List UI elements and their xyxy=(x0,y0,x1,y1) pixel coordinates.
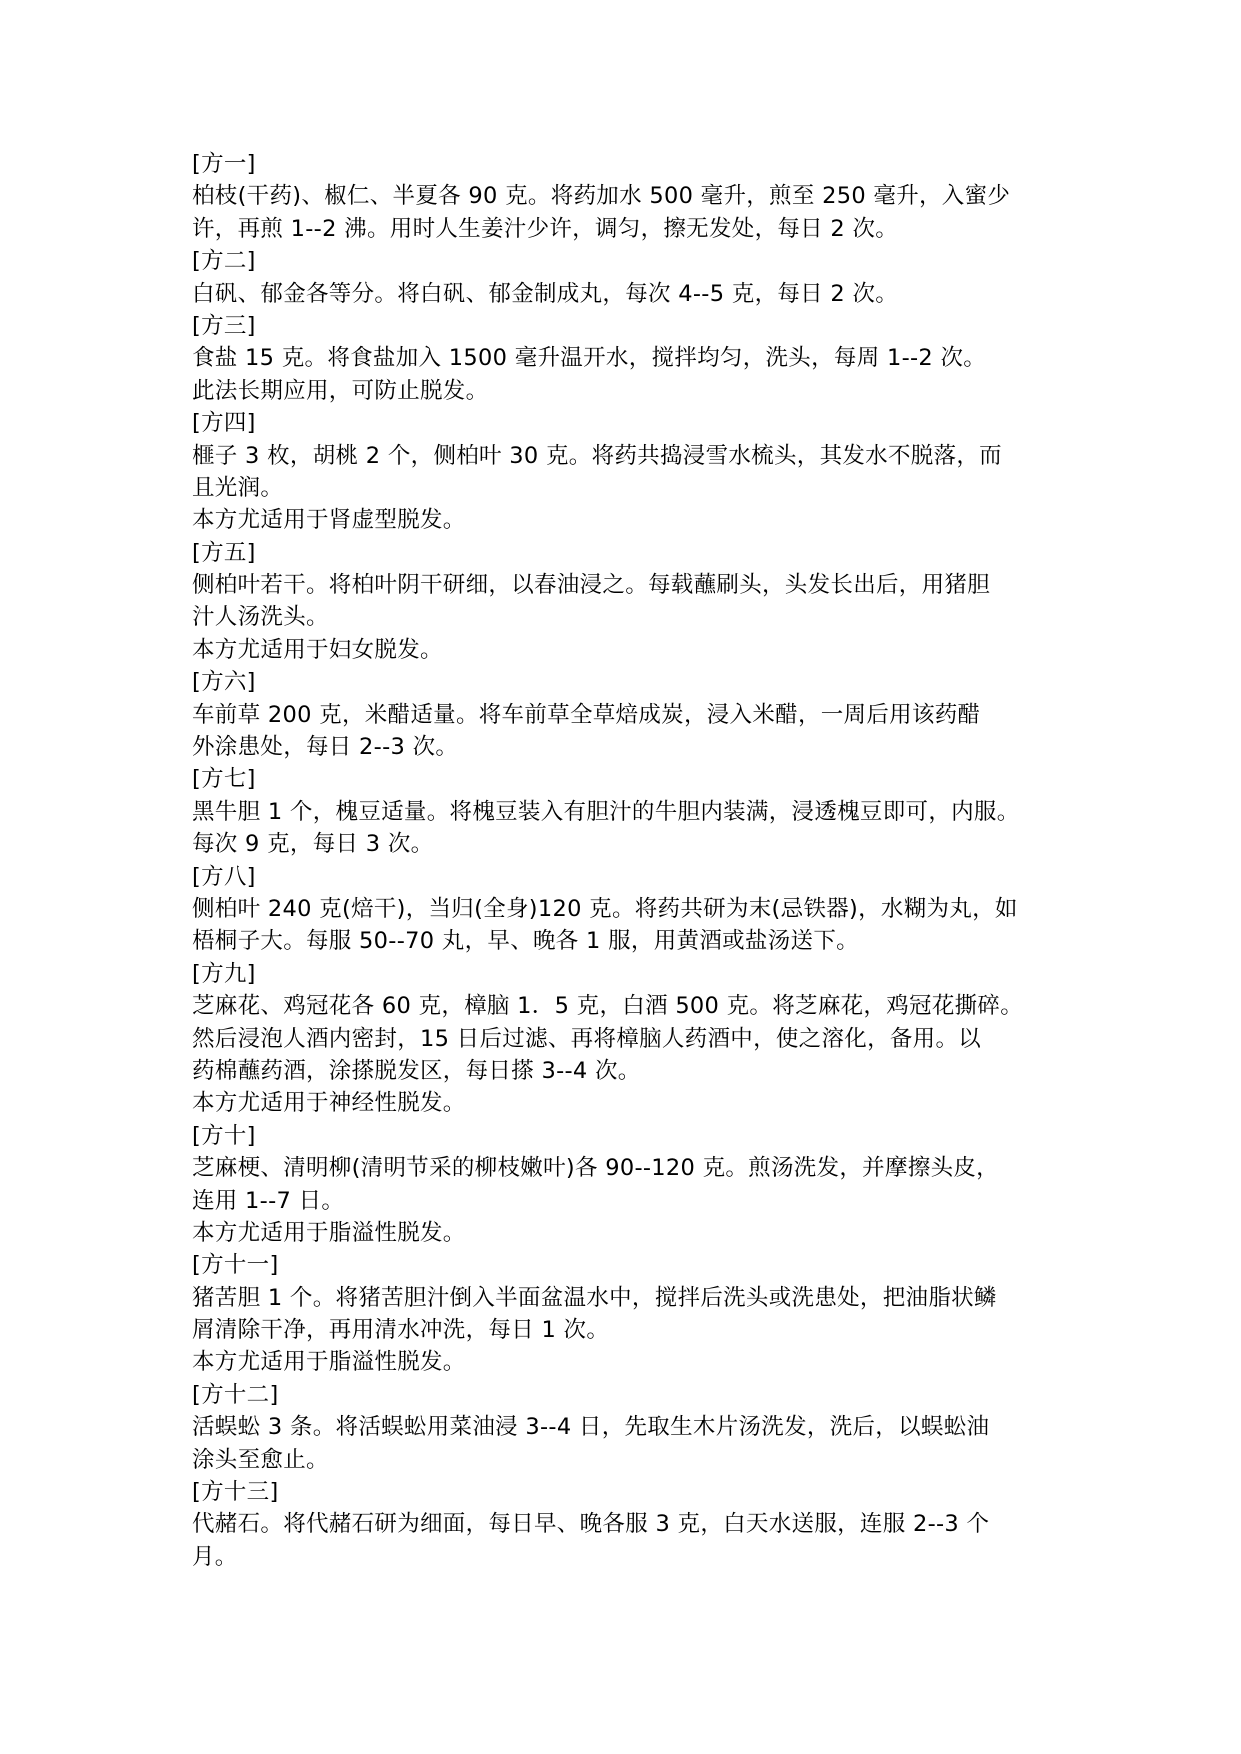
heading-fang-10: [方十] xyxy=(192,1122,256,1149)
text-line: 白矾、郁金各等分。将白矾、郁金制成丸，每次 4--5 克，每日 2 次。 xyxy=(192,280,899,307)
text-line: 然后浸泡人酒内密封，15 日后过滤、再将樟脑人药酒中，使之溶化，备用。以 xyxy=(192,1025,982,1052)
text-line: 且光润。 xyxy=(192,474,284,501)
text-line: 芝麻梗、清明柳(清明节采的柳枝嫩叶)各 90--120 克。煎汤洗发，并摩擦头皮， xyxy=(192,1155,999,1182)
text-line: 侧柏叶若干。将柏叶阴干研细，以春油浸之。每载蘸刷头，头发长出后，用猪胆 xyxy=(192,572,991,599)
text-line: 此法长期应用，可防止脱发。 xyxy=(192,377,489,404)
text-line: 屑清除干净，再用清水冲洗，每日 1 次。 xyxy=(192,1317,610,1344)
heading-fang-9: [方九] xyxy=(192,960,256,987)
text-line: 猪苦胆 1 个。将猪苦胆汁倒入半面盆温水中，搅拌后洗头或洗患处，把油脂状鳞 xyxy=(192,1284,997,1311)
text-line: 连用 1--7 日。 xyxy=(192,1187,345,1214)
text-line: 梧桐子大。每服 50--70 丸，早、晚各 1 服，用黄酒或盐汤送下。 xyxy=(192,928,859,955)
heading-fang-4: [方四] xyxy=(192,410,256,437)
heading-fang-12: [方十二] xyxy=(192,1381,279,1408)
text-line: 本方尤适用于神经性脱发。 xyxy=(192,1090,466,1117)
text-line: 汁人汤洗头。 xyxy=(192,604,329,631)
text-line: 本方尤适用于脂溢性脱发。 xyxy=(192,1349,466,1376)
text-line: 本方尤适用于脂溢性脱发。 xyxy=(192,1219,466,1246)
text-line: 柏枝(干药)、椒仁、半夏各 90 克。将药加水 500 毫升，煎至 250 毫升，入蜜少 xyxy=(192,183,1011,210)
heading-fang-1: [方一] xyxy=(192,151,256,177)
heading-fang-6: [方六] xyxy=(192,669,256,696)
text-line: 代赭石。将代赭石研为细面，每日早、晚各服 3 克，白天水送服，连服 2--3 个 xyxy=(192,1511,990,1538)
heading-fang-8: [方八] xyxy=(192,863,256,890)
text-line: 侧柏叶 240 克(焙干)，当归(全身)120 克。将药共研为末(忌铁器)，水糊为丸，如 xyxy=(192,895,1018,922)
text-line: 本方尤适用于肾虚型脱发。 xyxy=(192,507,466,534)
heading-fang-5: [方五] xyxy=(192,539,256,566)
text-line: 黑牛胆 1 个，槐豆适量。将槐豆装入有胆汁的牛胆内装满，浸透槐豆即可，内服。 xyxy=(192,798,1020,825)
text-line: 月。 xyxy=(192,1543,238,1570)
text-line: 药棉蘸药酒，涂搽脱发区，每日搽 3--4 次。 xyxy=(192,1057,641,1084)
heading-fang-3: [方三] xyxy=(192,312,256,339)
text-line: 车前草 200 克，米醋适量。将车前草全草焙成炭，浸入米醋，一周后用该药醋 xyxy=(192,701,981,728)
text-line: 外涂患处，每日 2--3 次。 xyxy=(192,734,459,761)
heading-fang-2: [方二] xyxy=(192,248,256,275)
heading-fang-13: [方十三] xyxy=(192,1479,279,1506)
text-line: 许，再煎 1--2 沸。用时人生姜汁少许，调匀，擦无发处，每日 2 次。 xyxy=(192,215,899,242)
text-line: 涂头至愈止。 xyxy=(192,1446,329,1473)
text-line: 芝麻花、鸡冠花各 60 克，樟脑 1．5 克，白酒 500 克。将芝麻花，鸡冠花撕碎。 xyxy=(192,993,1024,1020)
text-line: 榧子 3 枚，胡桃 2 个，侧柏叶 30 克。将药共捣浸雪水梳头，其发水不脱落，而 xyxy=(192,442,1002,469)
text-line: 每次 9 克，每日 3 次。 xyxy=(192,831,434,858)
text-line: 食盐 15 克。将食盐加入 1500 毫升温开水，搅拌均匀，洗头，每周 1--2 次。 xyxy=(192,345,987,372)
heading-fang-11: [方十一] xyxy=(192,1252,279,1279)
recipe-text-block xyxy=(192,148,1072,1573)
text-line: 活蜈蚣 3 条。将活蜈蚣用菜油浸 3--4 日，先取生木片汤洗发，洗后，以蜈蚣油 xyxy=(192,1414,990,1441)
text-line: 本方尤适用于妇女脱发。 xyxy=(192,636,443,663)
heading-fang-7: [方七] xyxy=(192,766,256,793)
